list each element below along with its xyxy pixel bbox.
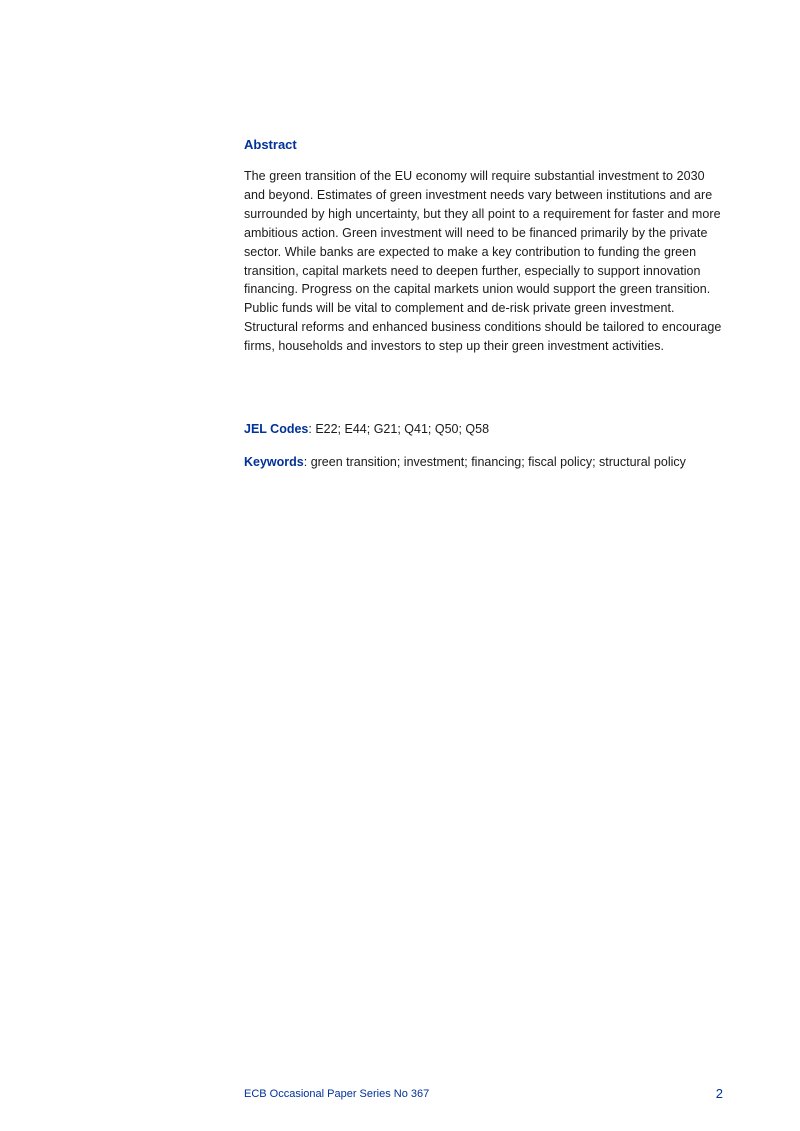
jel-codes-label: JEL Codes [244, 422, 309, 436]
keywords-line [244, 454, 722, 470]
abstract-body: The green transition of the EU economy will require substantial investment to 2030 and beyond. Estimates of green investment needs vary between institutions and are surrounded by high uncertainty, but they all point to a requirement for faster and more ambitious action. Green investment will need to be financed primarily by the private sector. While banks are expected to make a key contribution to funding the green transition, capital markets need to deepen further, especially to support innovation financing. Progress on the capital markets union would support the green transition. Public funds will be vital to complement and de-risk private green investment. Structural reforms and enhanced business conditions should be tailored to encourage firms, households and investors to step up their green investment activities. [244, 169, 722, 354]
jel-codes-line [244, 421, 722, 437]
footer-page-number: 2 [715, 1086, 723, 1101]
abstract-section [244, 137, 722, 356]
jel-codes-value: : E22; E44; G21; Q41; Q50; Q58 [308, 422, 490, 436]
footer-series-title: ECB Occasional Paper Series No 367 [244, 1088, 430, 1100]
keywords-label: Keywords [244, 455, 304, 469]
abstract-heading: Abstract [244, 137, 297, 152]
keywords-value: : green transition; investment; financing; fiscal policy; structural policy [303, 455, 686, 469]
